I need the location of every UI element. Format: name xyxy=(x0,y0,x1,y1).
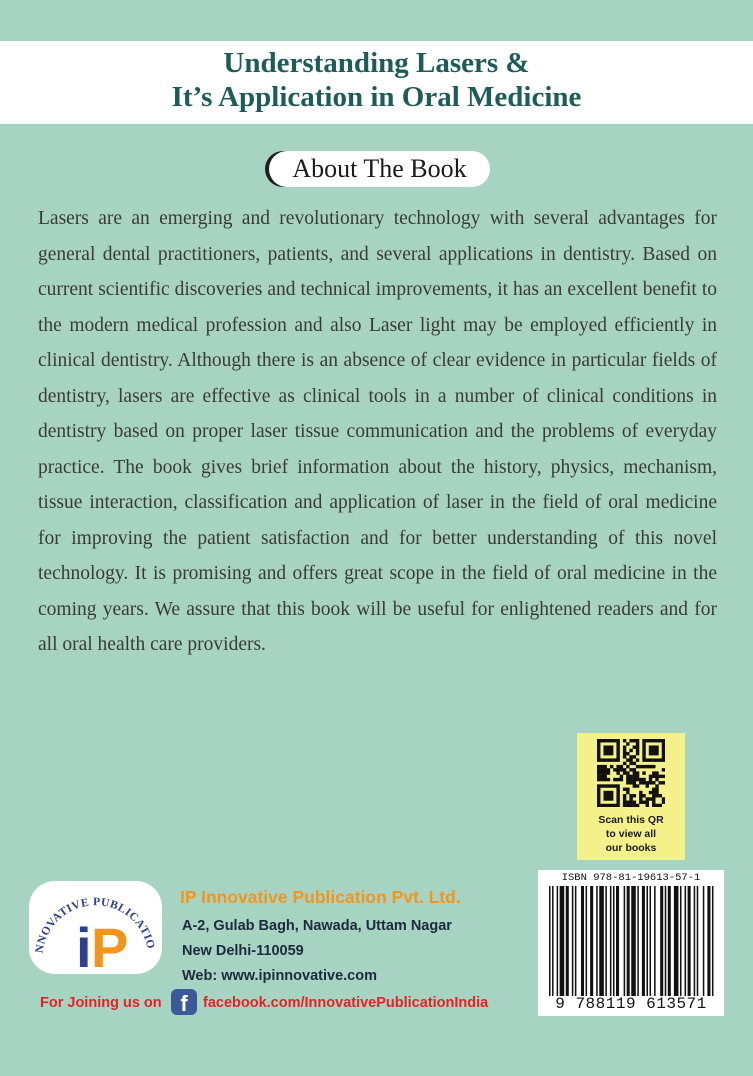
title-band xyxy=(0,41,753,124)
facebook-link[interactable]: facebook.com/InnovativePublicationIndia xyxy=(203,995,489,1011)
about-heading-pill xyxy=(265,151,490,189)
book-title-line-1: Understanding Lasers & xyxy=(223,47,530,79)
qr-caption xyxy=(577,813,685,855)
barcode-bars-icon xyxy=(549,886,715,996)
publisher-address-line-2: New Delhi-110059 xyxy=(182,943,304,959)
about-heading: About The Book xyxy=(269,151,490,187)
qr-panel xyxy=(577,733,685,860)
qr-caption-line: to view all xyxy=(605,828,657,840)
qr-caption-line: Scan this QR xyxy=(598,814,664,826)
qr-code-icon[interactable] xyxy=(597,739,665,807)
publisher-website[interactable]: Web: www.ipinnovative.com xyxy=(182,968,377,984)
logo-letter-p: P xyxy=(91,916,129,974)
publisher-name: IP Innovative Publication Pvt. Ltd. xyxy=(180,887,461,907)
book-description: Lasers are an emerging and revolutionary technology with several advantages for general dental practitioners, patients, and several applications in dentistry. Based on current scientific discoveries and technical improvements, it has an excellent benefit to the modern medical profession and also Laser light may be employed efficiently in clinical dentistry. Although there is an absence of clear evidence in particular fields of dentistry, lasers are effective as clinical tools in a number of clinical conditions in dentistry based on proper laser tissue communication and the problems of everyday practice. The book gives brief information about the history, physics, mechanism, tissue interaction, classification and application of laser in the field of oral medicine for improving the patient satisfaction and for better understanding of this novel technology. It is promising and offers great scope in the field of oral medicine in the coming years. We assure that this book will be useful for enlightened readers and for all oral health care providers. xyxy=(38,208,717,655)
isbn-barcode xyxy=(538,870,724,1016)
book-title-line-2: It’s Application in Oral Medicine xyxy=(171,81,582,113)
barcode-digits: 9 788119 613571 xyxy=(555,995,707,1013)
logo-arc-text: NNOVATIVE PUBLICATIO xyxy=(33,896,157,955)
isbn-label: ISBN 978-81-19613-57-1 xyxy=(561,872,701,884)
logo-letter-i: i xyxy=(76,916,92,974)
qr-caption-line: our books xyxy=(605,842,657,854)
social-join-label: For Joining us on xyxy=(40,995,162,1011)
publisher-address-line-1: A-2, Gulab Bagh, Nawada, Uttam Nagar xyxy=(182,918,452,934)
publisher-logo xyxy=(29,881,162,974)
facebook-icon[interactable]: f xyxy=(171,989,197,1015)
logo-emblem-icon xyxy=(29,881,162,974)
